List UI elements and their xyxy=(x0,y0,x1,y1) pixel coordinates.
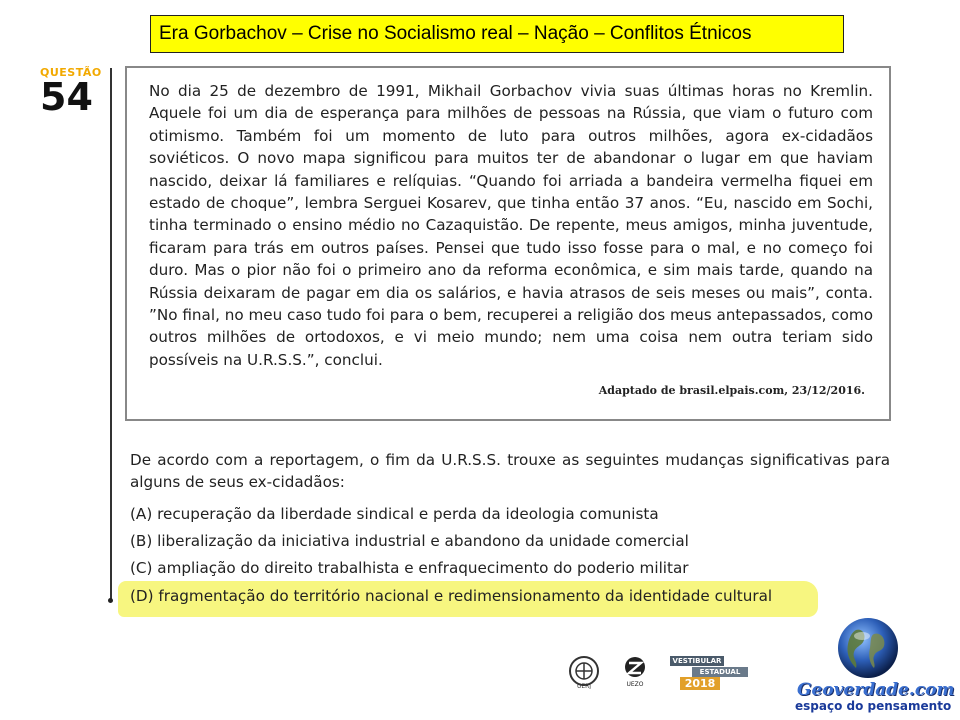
passage-source: Adaptado de brasil.elpais.com, 23/12/2016. xyxy=(598,384,865,397)
question-number: 54 xyxy=(40,75,93,119)
passage-text: No dia 25 de dezembro de 1991, Mikhail Gorbachov vivia suas últimas horas no Kremlin. Aquele foi um dia de esperança para milhões de pessoas na Rússia, que viam o futuro com otimismo. Também foi um momento de luto para outros milhões, agora ex-cidadãos soviéticos. O novo mapa significou para muitos ter de abandonar o lugar em que haviam nascido, deixar lá familiares e relíquias. “Quando foi arriada a bandeira vermelha fiquei em estado de choque”, lembra Serguei Kosarev, que tinha então 37 anos. “Eu, nascido em Sochi, tinha terminado o ensino médio no Cazaquistão. De repente, meus amigos, minha juventude, ficaram para trás em outros países. Pensei que tudo isso fosse para o mal, e no começo foi duro. Mas o pior não foi o primeiro ano da reforma econômica, e sim mais tarde, quando na Rússia deixaram de pagar em dia os salários, e havia atrasos de seis meses ou mais”, conta. ”No final, no meu caso tudo foi para o bem, recuperei a religião dos meus antepassados, como outros milhões de ortodoxos, e vi meio mundo; nem uma coisa nem outra teriam sido possíveis na U.R.S.S.”, conclui. xyxy=(149,82,874,369)
globe-icon xyxy=(836,616,900,684)
option-d[interactable]: (D) fragmentação do território nacional e redimensionamento da identidade cultural xyxy=(130,587,773,605)
uerj-logo xyxy=(566,655,602,693)
left-rule xyxy=(110,68,112,602)
slide-title xyxy=(150,15,844,53)
uezo-logo-text: UEZO xyxy=(626,681,644,688)
passage-box xyxy=(125,66,891,421)
brand-name: Geoverdade.com xyxy=(797,680,955,700)
question-prompt: De acordo com a reportagem, o fim da U.R.S.S. trouxe as seguintes mudanças significativas para alguns de seus ex-cidadãos: xyxy=(130,451,890,491)
vestibular-logo-mid: ESTADUAL xyxy=(692,667,748,677)
slide-title-text: Era Gorbachov – Crise no Socialismo real – Nação – Conflitos Étnicos xyxy=(159,23,752,44)
rule-end-dot xyxy=(108,598,113,603)
option-a[interactable]: (A) recuperação da liberdade sindical e perda da ideologia comunista xyxy=(130,505,659,523)
vestibular-logo-year: 2018 xyxy=(680,677,720,690)
question-label: QUESTÃO xyxy=(40,66,102,79)
option-b[interactable]: (B) liberalização da iniciativa industrial e abandono da unidade comercial xyxy=(130,532,689,550)
uerj-logo-text: UERJ xyxy=(576,683,592,689)
vestibular-logo-top: VESTIBULAR xyxy=(670,656,724,666)
brand-tagline: espaço do pensamento xyxy=(795,699,952,713)
option-c[interactable]: (C) ampliação do direito trabalhista e enfraquecimento do poderio militar xyxy=(130,559,689,577)
uezo-logo xyxy=(620,655,650,693)
vestibular-logo xyxy=(670,656,750,690)
